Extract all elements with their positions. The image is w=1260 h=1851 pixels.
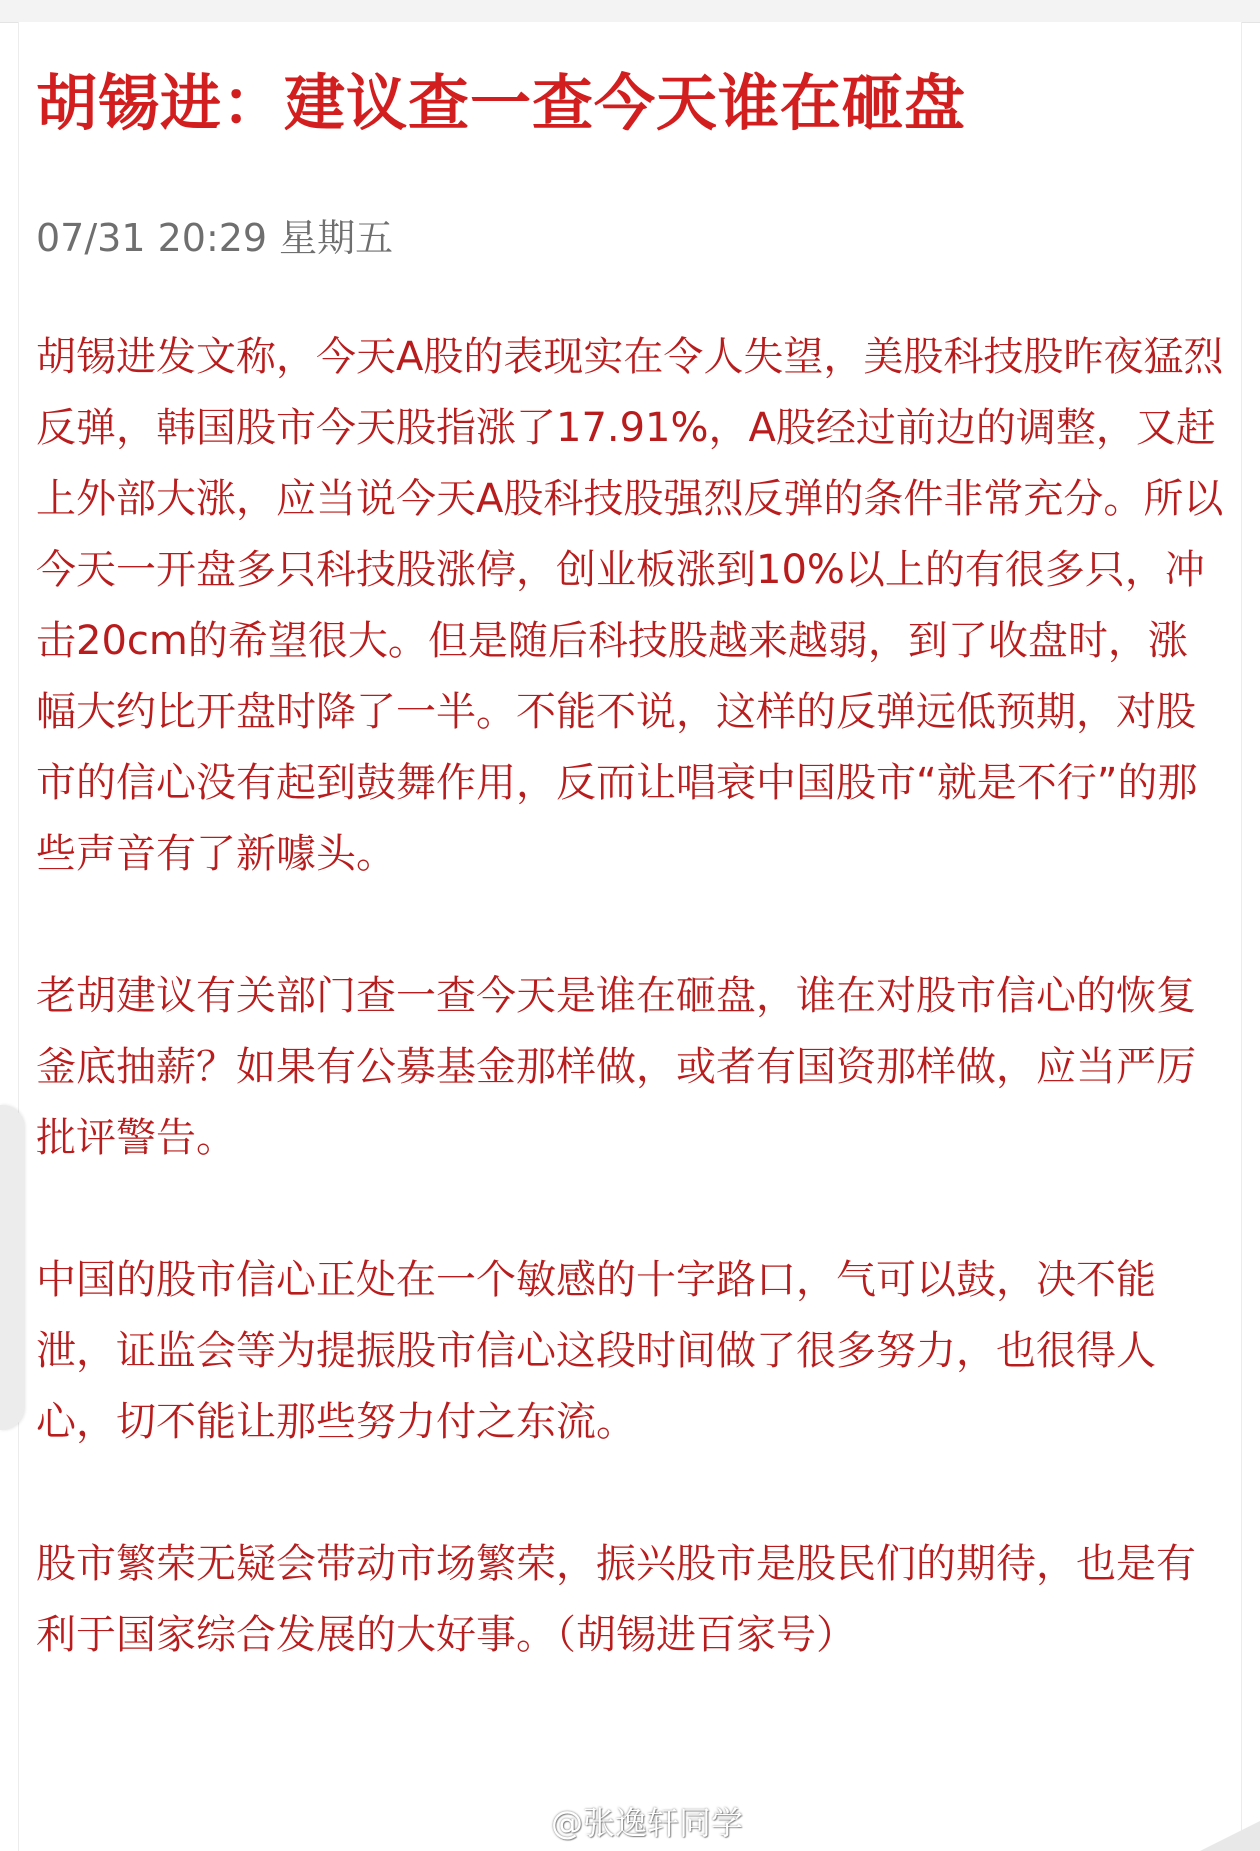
watermark (505, 1802, 743, 1844)
page-corner (1200, 1821, 1260, 1851)
watermark-text: @张逸轩同学 (551, 1804, 744, 1842)
article-paragraph: 老胡建议有关部门查一查今天是谁在砸盘，谁在对股市信心的恢复釜底抽薪？如果有公募基金那样做，或者有国资那样做，应当严厉批评警告。 (36, 973, 1196, 1161)
article-body (36, 322, 1226, 1671)
article-title: 胡锡进：建议查一查今天谁在砸盘 (36, 68, 967, 139)
top-bar (0, 0, 1260, 23)
article-paragraph: 股市繁荣无疑会带动市场繁荣，振兴股市是股民们的期待，也是有利于国家综合发展的大好事。（胡锡进百家号） (36, 1541, 1196, 1658)
article-paragraph: 中国的股市信心正处在一个敏感的十字路口，气可以鼓，决不能泄，证监会等为提振股市信心这段时间做了很多努力，也很得人心，切不能让那些努力付之东流。 (36, 1257, 1156, 1445)
side-edge-handle[interactable] (0, 1105, 24, 1430)
weibo-icon (505, 1806, 545, 1840)
article-paragraph: 胡锡进发文称，今天A股的表现实在令人失望，美股科技股昨夜猛烈反弹，韩国股市今天股指涨了17.91%，A股经过前边的调整，又赶上外部大涨，应当说今天A股科技股强烈反弹的条件非常充分。所以今天一开盘多只科技股涨停，创业板涨到10%以上的有很多只，冲击20cm的希望很大。但是随后科技股越来越弱，到了收盘时，涨幅大约比开盘时降了一半。不能不说，这样的反弹远低预期，对股市的信心没有起到鼓舞作用，反而让唱衰中国股市“就是不行”的那些声音有了新噱头。 (36, 334, 1224, 877)
article-timestamp: 07/31 20:29 星期五 (36, 216, 394, 260)
